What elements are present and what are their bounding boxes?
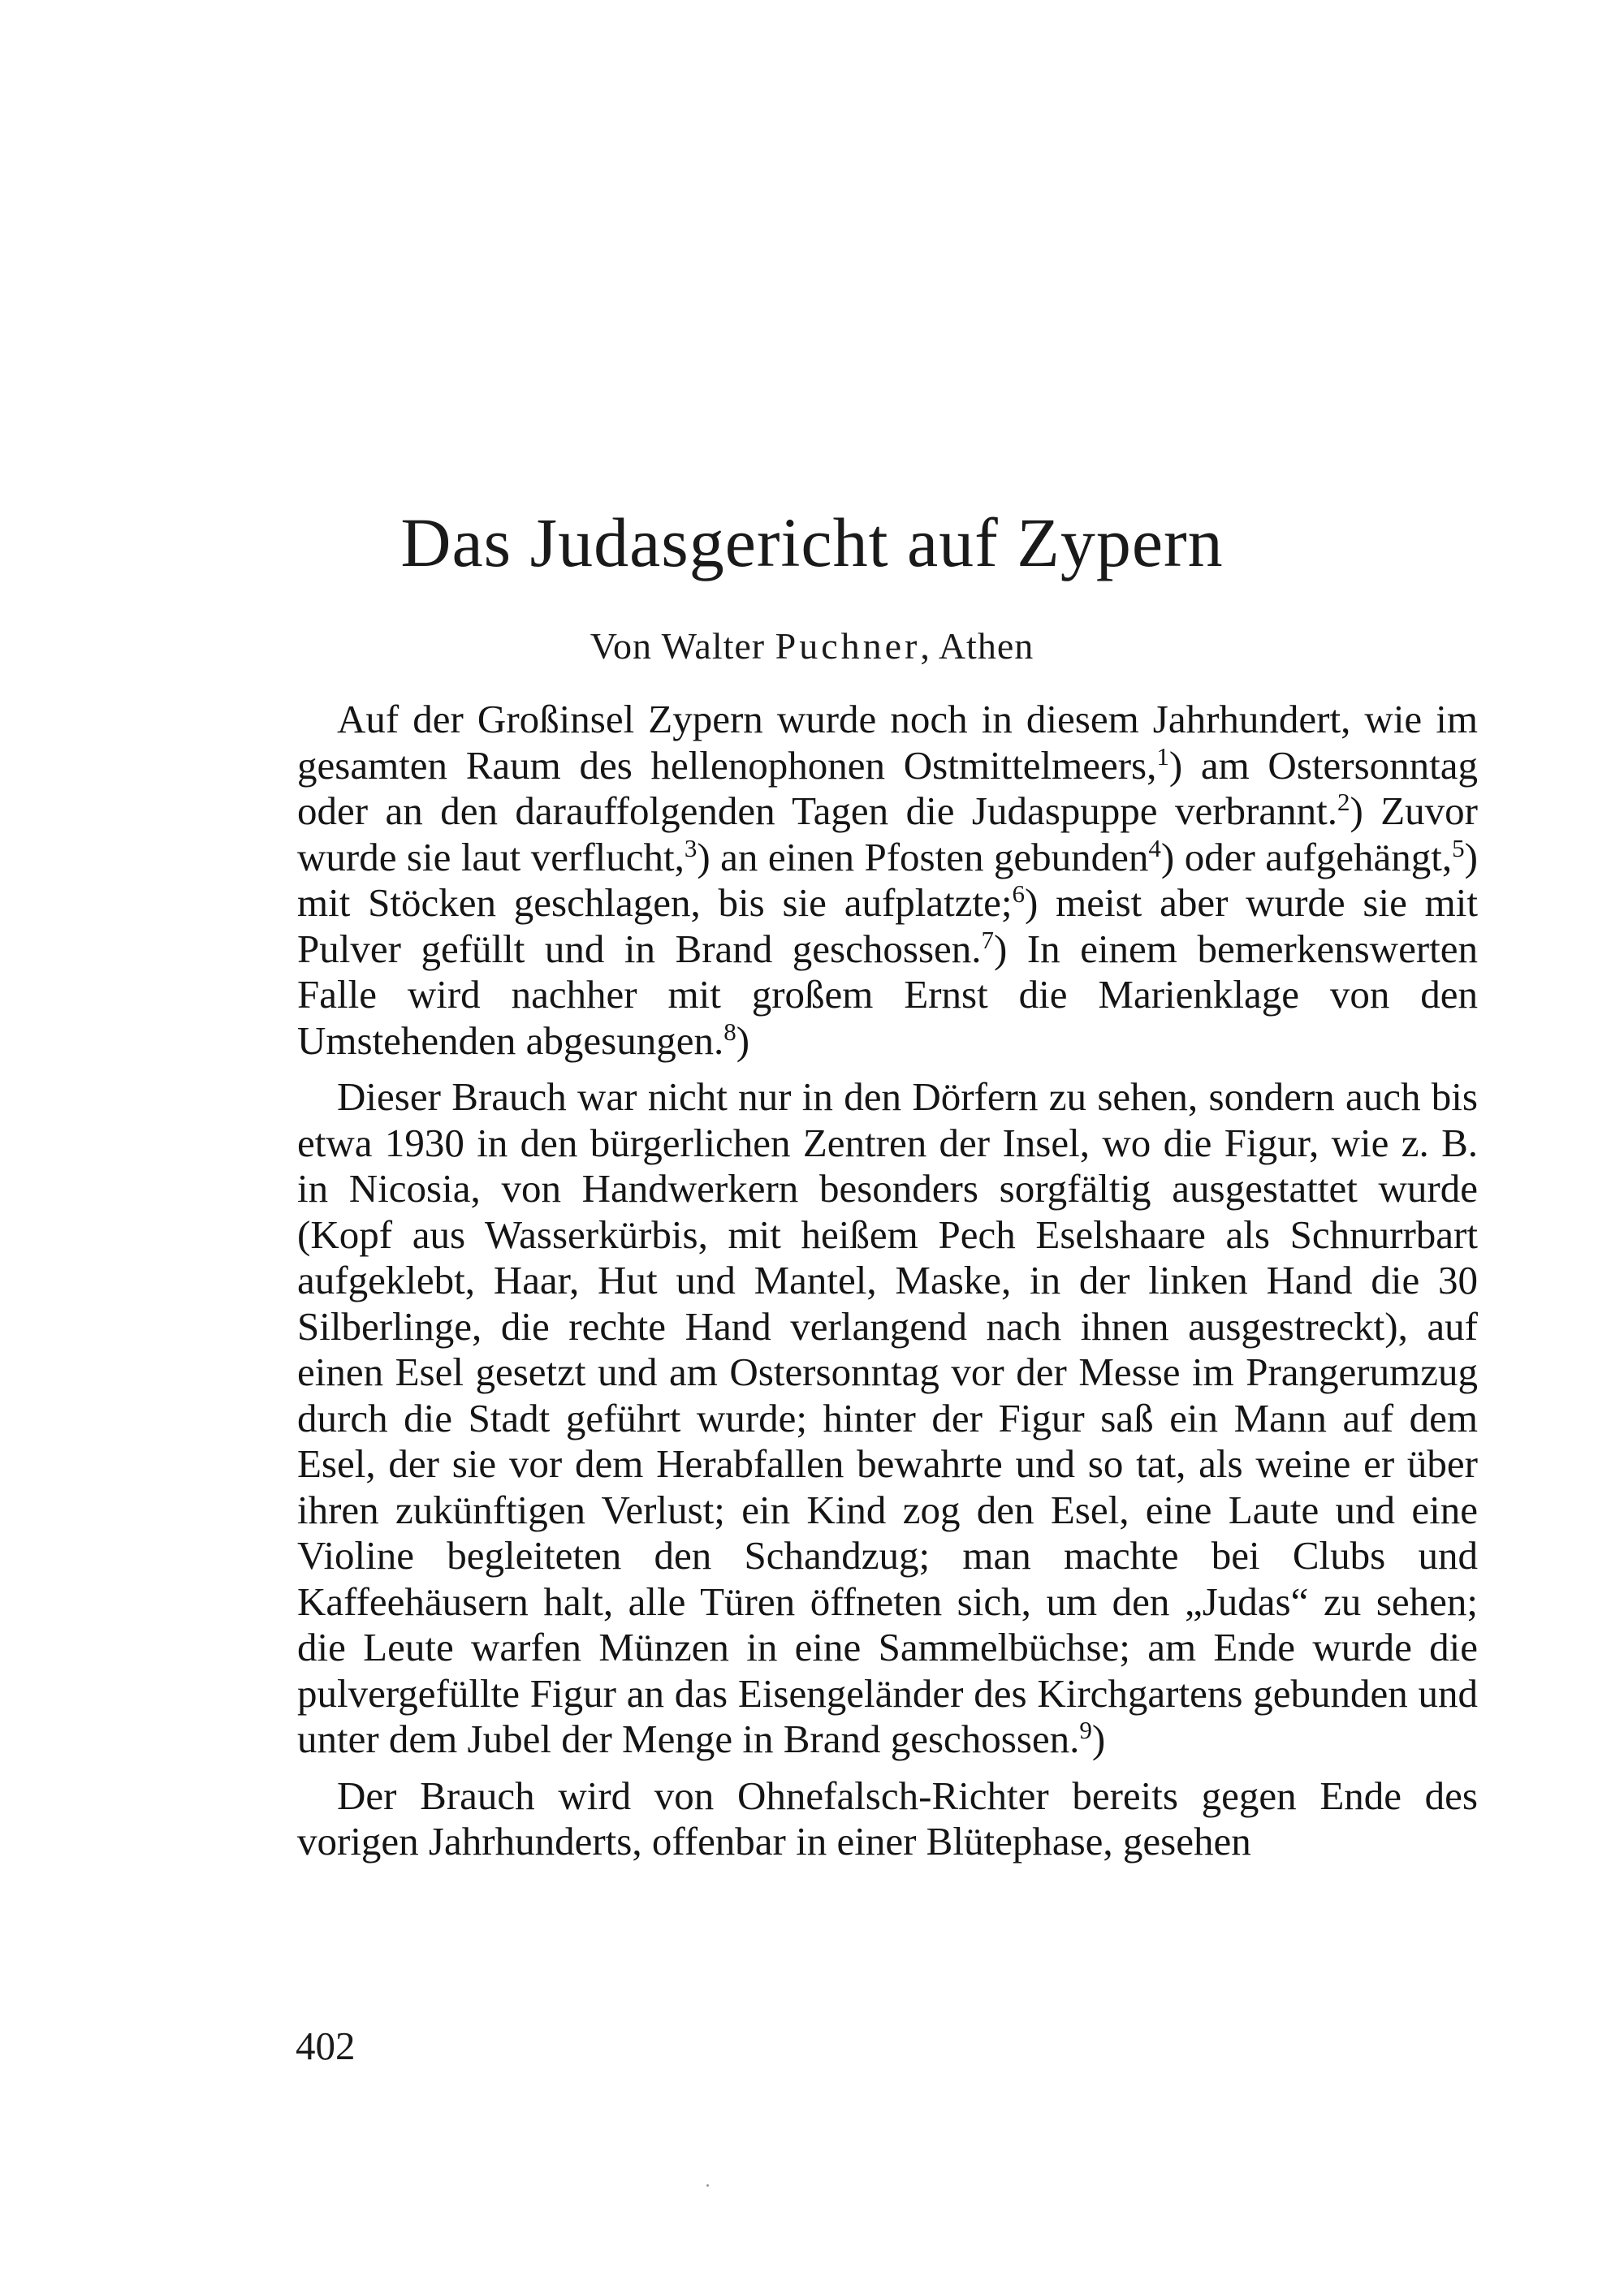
text-run: ) am Ostersonntag oder an den darauffolgenden Tagen die Judaspuppe verbrannt.	[297, 742, 1479, 833]
byline-prefix: Von Walter	[590, 625, 766, 667]
paragraph	[297, 697, 1478, 1064]
footnote-marker: 9	[1079, 1716, 1092, 1744]
text-run: ) an einen Pfosten gebunden	[697, 834, 1149, 879]
footnote-marker: 3	[684, 833, 698, 862]
text-run: ) Zuvor wurde sie laut verflucht,	[297, 788, 1478, 879]
footnote-marker: 6	[1012, 879, 1025, 908]
text-run: Auf der Großinsel Zypern wurde noch in diesem Jahrhundert, wie im gesamten Raum des hellenophonen Ostmittelmeers,	[297, 697, 1478, 788]
text-run: ) In einem bemerkenswerten Falle wird nachher mit großem Ernst die Marienklage von den Umstehenden abgesungen.	[297, 926, 1478, 1063]
footnote-marker: 7	[981, 925, 995, 954]
author-name: Puchner	[775, 625, 921, 667]
footnote-marker: 1	[1156, 741, 1169, 771]
text-run: ) mit Stöcken geschlagen, bis sie aufplatzte;	[297, 834, 1478, 925]
footnote-marker: 5	[1452, 833, 1465, 862]
article-title: Das Judasgericht auf Zypern	[400, 503, 1224, 581]
byline	[0, 625, 1624, 667]
footnote-marker: 2	[1337, 788, 1350, 816]
footnote-marker: 8	[723, 1017, 736, 1046]
text-run: Der Brauch wird von Ohnefalsch-Richter bereits gegen Ende des vorigen Jahrhunderts, offenbar in einer Blütephase, gesehen	[297, 1773, 1478, 1864]
text-run: )	[1091, 1717, 1106, 1761]
footnote-marker: 4	[1148, 833, 1161, 862]
text-run: Dieser Brauch war nicht nur in den Dörfern zu sehen, sondern auch bis etwa 1930 in den bürgerlichen Zentren der Insel, wo die Figur, wie z. B. in Nicosia, von Handwerkern besonders sorgfältig ausgestattet wurde (Kopf aus Wasserkürbis, mit heißem Pech Eselshaare als Schnurrbart aufgeklebt, Haar, Hut und Mantel, Maske, in der linken Hand die 30 Silberlinge, die rechte Hand verlangend nach ihnen ausgestreckt), auf einen Esel gesetzt und am Ostersonntag vor der Messe im Prangerumzug durch die Stadt geführt wurde; hinter der Figur saß ein Mann auf dem Esel, der sie vor dem Herabfallen bewahrte und so tat, als weine er über ihren zukünftigen Verlust; ein Kind zog den Esel, eine Laute und eine Violine begleiteten den Schandzug; man machte bei Clubs und Kaffeehäusern halt, alle Türen öffneten sich, um den „Judas“ zu sehen; die Leute warfen Münzen in eine Sammelbüchse; am Ende wurde die pulvergefüllte Figur an das Eisengeländer des Kirchgartens gebunden und unter dem Jubel der Menge in Brand geschossen.	[297, 1074, 1478, 1761]
text-run: ) meist aber wurde sie mit Pulver gefüllt und in Brand geschossen.	[297, 880, 1478, 971]
text-run: )	[736, 1017, 750, 1063]
paragraph	[297, 1074, 1478, 1763]
text-run: ) oder aufgehängt,	[1160, 834, 1453, 879]
page-number: 402	[296, 2023, 356, 2068]
byline-suffix: , Athen	[920, 625, 1034, 667]
body-text	[297, 697, 1478, 1865]
scan-speck	[706, 2184, 709, 2187]
paragraph	[297, 1773, 1478, 1865]
